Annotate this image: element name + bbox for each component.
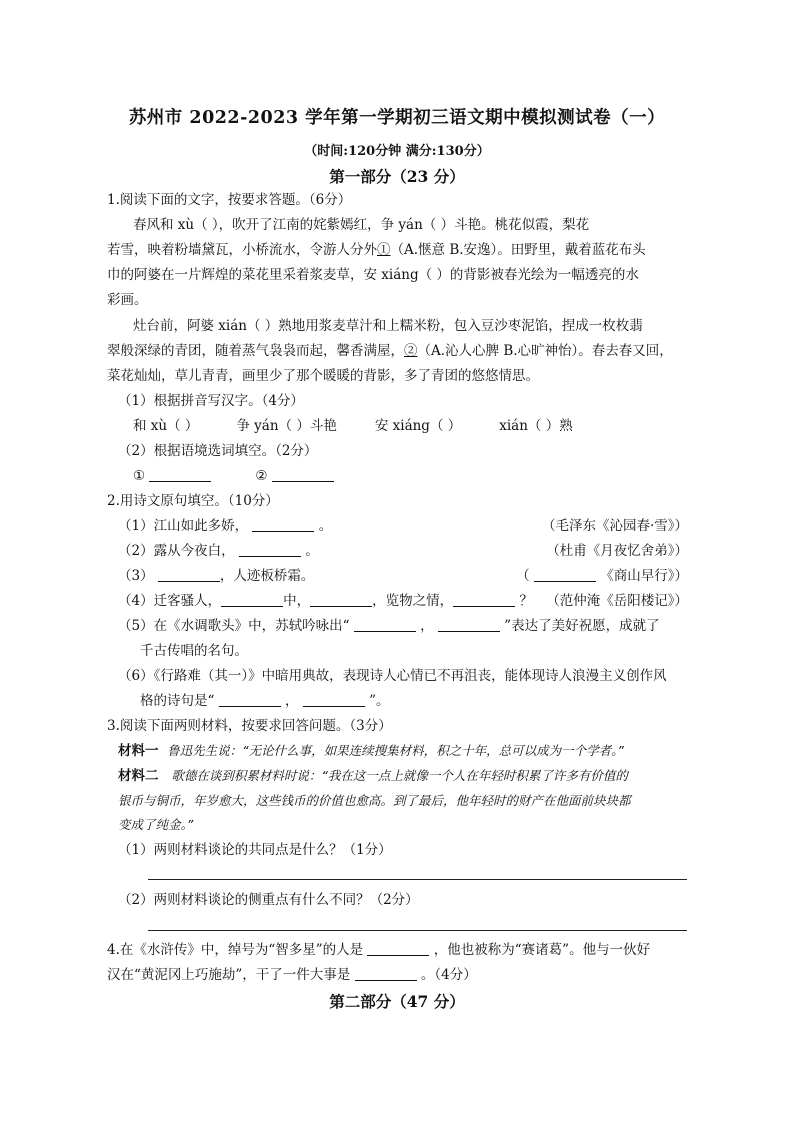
pinyin-item: 和 xù（ ） — [133, 418, 199, 434]
q2-source2: （杜甫《月夜忆舍弟》） — [546, 543, 688, 559]
answer-line[interactable] — [148, 879, 687, 880]
answer-blank[interactable] — [310, 592, 372, 607]
q2-line3: （3） ，人迹板桥霜。 — [118, 568, 315, 584]
q1-p2-line3: 菜花灿灿，草儿青青，画里少了那个暖暖的背影，多了青团的悠悠情思。 — [107, 368, 539, 384]
answer-blank[interactable] — [534, 567, 596, 582]
answer-line[interactable] — [148, 930, 687, 931]
answer-blank[interactable] — [354, 617, 416, 632]
q3-material2-line3: 变成了纯金。” — [118, 817, 194, 832]
q2-stem: 2.用诗文原句填空。（10分） — [107, 493, 279, 509]
q2-line2: （2）露从今夜白， 。 — [118, 543, 319, 559]
answer-blank[interactable] — [355, 966, 417, 981]
exam-title: 苏州市 2022-2023 学年第一学期初三语文期中模拟测试卷（一） — [128, 108, 666, 128]
blank-1[interactable]: ① — [377, 242, 391, 258]
pinyin-item: 争 yán（ ）斗艳 — [236, 418, 337, 434]
answer-blank[interactable] — [252, 517, 314, 532]
q3-material2: 材料二 歌德在谈到积累材料时说：“我在这一点上就像一个人在年轻时积累了许多有价值的 — [118, 768, 628, 784]
q1-p2-line1: 灶台前，阿婆 xián（ ）熟地用浆麦草汁和上糯米粉，包入豆沙枣泥馅，捏成一枚枚翡 — [133, 318, 643, 334]
answer-blank[interactable] — [303, 692, 365, 707]
answer-blank[interactable] — [221, 592, 283, 607]
q3-sub2: （2）两则材料谈论的侧重点有什么不同？（2分） — [118, 892, 419, 908]
exam-subtitle: （时间:120分钟 满分:130分） — [304, 144, 490, 159]
answer-blank[interactable] — [272, 467, 334, 482]
q4-line1: 4.在《水浒传》中，绰号为“智多星”的人是 ，他也被称为“赛诸葛”。他与一伙好 — [107, 942, 651, 958]
answer-blank[interactable] — [438, 617, 500, 632]
q1-sub1: （1）根据拼音写汉字。（4分） — [118, 393, 304, 409]
q2-source1: （毛泽东《沁园春·雪》） — [541, 518, 688, 534]
q3-material1: 材料一 鲁迅先生说：“无论什么事，如果连续搜集材料，积之十年，总可以成为一个学者。” — [118, 743, 624, 759]
material-label: 材料一 — [118, 743, 159, 759]
answer-blank[interactable] — [367, 941, 429, 956]
q1-p1-line2: 若雪，映着粉墙黛瓦，小桥流水，令游人分外①（A.惬意 B.安逸）。田野里，戴着蓝花布头 — [107, 242, 646, 258]
q3-sub1: （1）两则材料谈论的共同点是什么？（1分） — [118, 842, 392, 858]
q4-line2: 汉在“黄泥冈上巧施劫”，干了一件大事是 。（4分） — [107, 967, 477, 983]
answer-blank[interactable] — [149, 467, 211, 482]
q1-stem: 1.阅读下面的文字，按要求答题。（6分） — [107, 192, 352, 208]
part1-title: 第一部分（23 分） — [329, 167, 465, 186]
answer-blank[interactable] — [453, 592, 515, 607]
q1-p1-line3: 巾的阿婆在一片辉煌的菜花里采着浆麦草，安 xiáng（ ）的背影被春光绘为一幅透亮的水 — [107, 267, 639, 283]
pinyin-item: xián（ ）熟 — [499, 418, 573, 434]
q2-line4: （4）迁客骚人， 中， ，览物之情， ？ — [118, 593, 533, 609]
blank-2[interactable]: ② — [404, 343, 418, 359]
q1-sub2: （2）根据语境选词填空。（2分） — [118, 443, 318, 459]
q2-line5-cont: 千古传唱的名句。 — [140, 643, 248, 659]
material-label: 材料二 — [118, 768, 159, 784]
part2-title: 第二部分（47 分） — [329, 992, 465, 1011]
answer-blank[interactable] — [219, 692, 281, 707]
answer-blank[interactable] — [239, 542, 301, 557]
q2-line1: （1）江山如此多娇， 。 — [118, 518, 333, 534]
q2-source3: （ 《商山早行》） — [516, 568, 688, 584]
q1-sub1-items — [133, 416, 573, 436]
q3-stem: 3.阅读下面两则材料，按要求回答问题。（3分） — [107, 718, 392, 734]
q1-sub2-items: ① ② — [133, 466, 334, 486]
q1-p1-line4: 彩画。 — [107, 292, 148, 308]
q2-line6-cont: 格的诗句是“ ， ”。 — [140, 693, 390, 709]
q1-p2-line2: 翠般深绿的青团，随着蒸气袅袅而起，馨香满屋，②（A.沁人心脾 B.心旷神怡）。春去春又回， — [107, 343, 673, 359]
q2-line6: （6）《行路难（其一）》中暗用典故，表现诗人心情已不再沮丧，能体现诗人浪漫主义创作风 — [118, 668, 667, 684]
q1-p1-line1: 春风和 xù（ ），吹开了江南的姹紫嫣红，争 yán（ ）斗艳。桃花似霞，梨花 — [133, 217, 590, 233]
pinyin-item: 安 xiáng（ ） — [374, 418, 462, 434]
q3-material2-line2: 银币与铜币，年岁愈大，这些钱币的价值也愈高。到了最后，他年轻时的财产在他面前块块都 — [118, 793, 631, 808]
q2-source4: （范仲淹《岳阳楼记》） — [546, 593, 688, 609]
answer-blank[interactable] — [158, 567, 220, 582]
q2-line5: （5）在《水调歌头》中，苏轼吟咏出“ ， ”表达了美好祝愿，成就了 — [118, 618, 660, 634]
